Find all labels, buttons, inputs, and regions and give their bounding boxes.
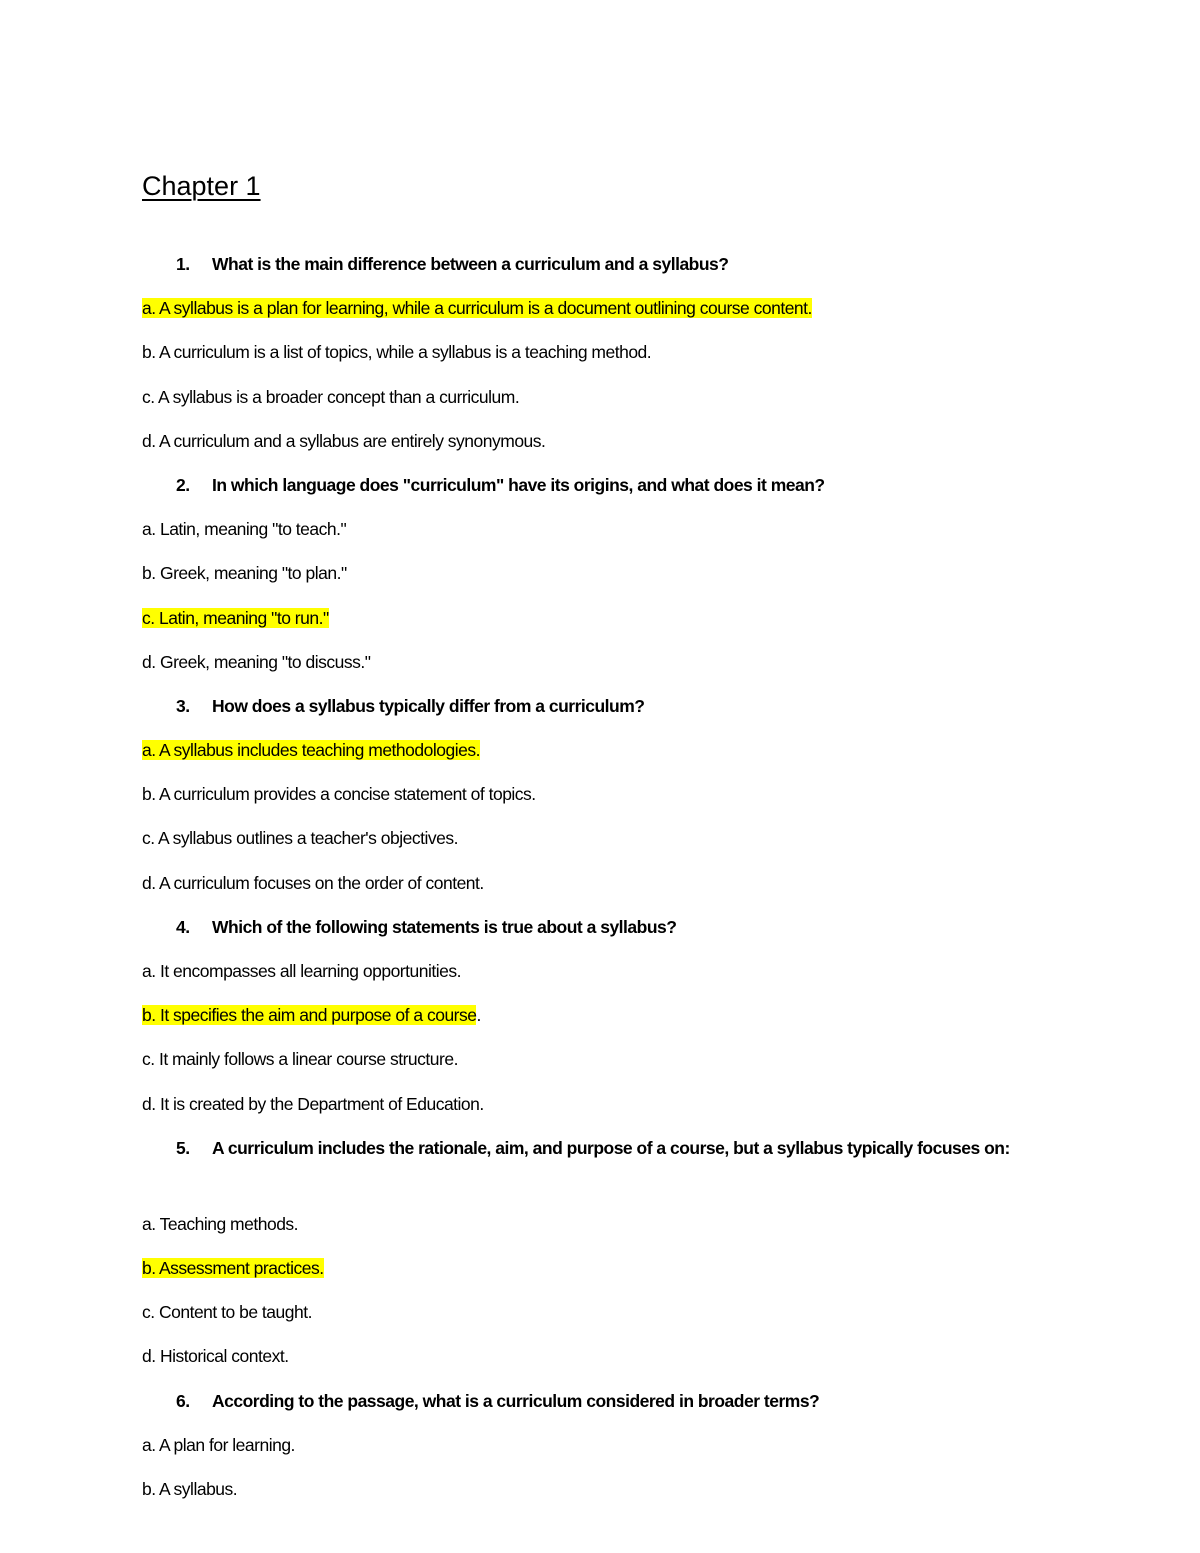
question-number: 6. (176, 1390, 190, 1411)
option-text: a. It encompasses all learning opportunities. (142, 961, 461, 981)
option-text: d. Historical context. (142, 1346, 289, 1367)
option-2c (142, 602, 1042, 646)
option-4c (142, 1043, 1042, 1087)
question-text: How does a syllabus typically differ from a curriculum? (212, 695, 645, 716)
highlighted-answer: b. Assessment practices. (142, 1257, 324, 1278)
option-text: c. A syllabus is a broader concept than a curriculum. (142, 386, 520, 407)
option-text: d. A curriculum and a syllabus are entirely synonymous. (142, 430, 546, 451)
question-text: According to the passage, what is a curriculum considered in broader terms? (212, 1390, 820, 1411)
highlighted-answer: a. A syllabus includes teaching methodologies. (142, 740, 480, 761)
option-5c (142, 1296, 1042, 1340)
option-text: a. A plan for learning. (142, 1434, 295, 1455)
question-text: A curriculum includes the rationale, aim, and purpose of a course, but a syllabus typically focuses on: (212, 1137, 1010, 1158)
highlighted-answer: a. A syllabus is a plan for learning, while a curriculum is a document outlining course content. (142, 298, 812, 319)
question-number: 5. (176, 1137, 190, 1158)
option-2b (142, 557, 1042, 601)
option-trailing-period: . (476, 1005, 481, 1026)
question-number: 4. (176, 916, 190, 937)
option-4b (142, 999, 1042, 1043)
option-6a (142, 1429, 1042, 1473)
option-text: b. Greek, meaning "to plan." (142, 563, 347, 584)
option-3c (142, 822, 1042, 866)
option-text: c. Content to be taught. (142, 1302, 312, 1323)
option-text: b. A curriculum is a list of topics, while a syllabus is a teaching method. (142, 342, 652, 363)
question-text: What is the main difference between a curriculum and a syllabus? (212, 254, 729, 274)
question-5 (142, 1132, 1042, 1208)
option-text: b. A syllabus. (142, 1478, 238, 1499)
option-4a (142, 955, 1042, 999)
option-5d (142, 1340, 1042, 1384)
option-3a (142, 734, 1042, 778)
option-2d (142, 646, 1042, 690)
question-3 (142, 690, 1042, 734)
chapter-title: Chapter 1 (142, 171, 261, 201)
option-3d (142, 867, 1042, 911)
option-5b (142, 1252, 1042, 1296)
option-text: d. A curriculum focuses on the order of content. (142, 872, 484, 893)
question-text: In which language does "curriculum" have its origins, and what does it mean? (212, 474, 825, 495)
option-6b (142, 1473, 1042, 1517)
option-text: c. A syllabus outlines a teacher's objectives. (142, 828, 458, 849)
option-1b (142, 336, 1042, 380)
option-text: a. Latin, meaning "to teach." (142, 519, 347, 540)
question-list (142, 248, 1042, 1517)
option-1a (142, 292, 1042, 336)
option-1d (142, 425, 1042, 469)
question-4 (142, 911, 1042, 955)
highlighted-answer: b. It specifies the aim and purpose of a course (142, 1005, 477, 1026)
option-2a (142, 513, 1042, 557)
question-number: 2. (176, 474, 190, 495)
option-4d (142, 1088, 1042, 1132)
option-5a (142, 1208, 1042, 1252)
question-6 (142, 1385, 1042, 1429)
option-text: d. Greek, meaning "to discuss." (142, 651, 371, 672)
option-3b (142, 778, 1042, 822)
option-text: a. Teaching methods. (142, 1213, 299, 1234)
question-number: 1. (176, 254, 190, 274)
option-text: b. A curriculum provides a concise statement of topics. (142, 784, 536, 805)
highlighted-answer: c. Latin, meaning "to run." (142, 607, 329, 628)
question-2 (142, 469, 1042, 513)
question-1 (142, 248, 1042, 292)
question-number: 3. (176, 695, 190, 716)
option-text: c. It mainly follows a linear course structure. (142, 1049, 458, 1070)
option-1c (142, 381, 1042, 425)
option-text: d. It is created by the Department of Education. (142, 1093, 484, 1114)
question-text: Which of the following statements is true about a syllabus? (212, 916, 677, 937)
